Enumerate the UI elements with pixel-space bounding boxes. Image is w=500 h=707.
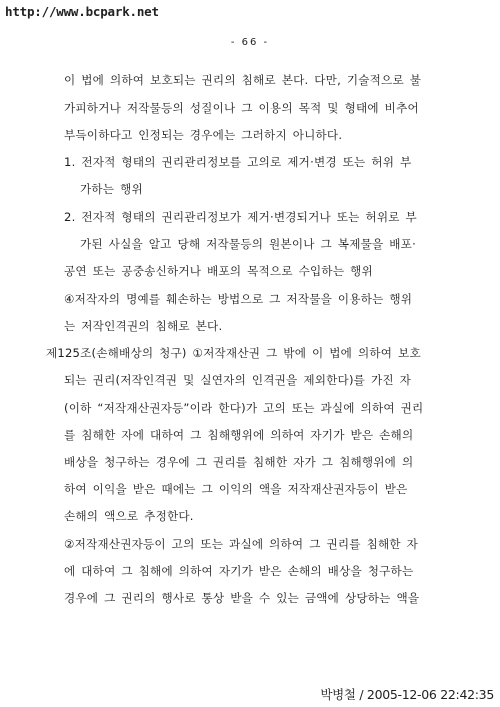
text-line: 경우에 그 권리의 행사로 통상 받을 수 있는 금액에 상당하는 액을 xyxy=(64,591,420,605)
text-line: 1. 전자적 형태의 권리관리정보를 고의로 제거·변경 또는 허위 부 xyxy=(64,155,412,169)
page-number: - 66 - xyxy=(230,37,270,48)
text-line: 가피하거나 저작물등의 성질이나 그 이용의 목적 및 형태에 비추어 xyxy=(64,101,419,115)
text-line: ④저작자의 명예를 훼손하는 방법으로 그 저작물을 이용하는 행위 xyxy=(64,292,413,306)
text-line: 2. 전자적 형태의 권리관리정보가 제거·변경되거나 또는 허위로 부 xyxy=(64,210,417,224)
author-timestamp: 박병철 / 2005-12-06 22:42:35 xyxy=(320,687,494,702)
text-line: 공연 또는 공중송신하거나 배포의 목적으로 수입하는 행위 xyxy=(64,264,373,278)
text-line: (이하 “저작재산권자등”이라 한다)가 고의 또는 과실에 의하여 권리 xyxy=(64,401,424,415)
text-line: 배상을 청구하는 경우에 그 권리를 침해한 자가 그 침해행위에 의 xyxy=(64,455,414,469)
text-line: 가된 사실을 알고 당해 저작물등의 원본이나 그 복제물을 배포· xyxy=(80,237,416,251)
text-line: 부득이하다고 인정되는 경우에는 그러하지 아니하다. xyxy=(64,128,343,142)
text-line: 되는 권리(저작인격권 및 실연자의 인격권을 제외한다)를 가진 자 xyxy=(64,373,412,387)
text-line: 가하는 행위 xyxy=(80,182,143,196)
text-line: 손해의 액으로 추정한다. xyxy=(64,509,194,523)
text-line: ②저작재산권자등이 고의 또는 과실에 의하여 그 권리를 침해한 자 xyxy=(64,537,419,551)
text-line: 는 저작인격권의 침해로 본다. xyxy=(64,319,223,333)
watermark-url: http://www.bcpark.net xyxy=(5,4,159,19)
text-line: 를 침해한 자에 대하여 그 침해행위에 의하여 자기가 받은 손해의 xyxy=(64,428,414,442)
text-line: 이 법에 의하여 보호되는 권리의 침해로 본다. 다만, 기술적으로 불 xyxy=(64,73,422,87)
text-line: 제125조(손해배상의 청구) ①저작재산권 그 밖에 이 법에 의하여 보호 xyxy=(46,346,421,360)
text-line: 에 대하여 그 침해에 의하여 자기가 받은 손해의 배상을 청구하는 xyxy=(64,564,414,578)
text-line: 하여 이익을 받은 때에는 그 이익의 액을 저작재산권자등이 받은 xyxy=(64,482,408,496)
